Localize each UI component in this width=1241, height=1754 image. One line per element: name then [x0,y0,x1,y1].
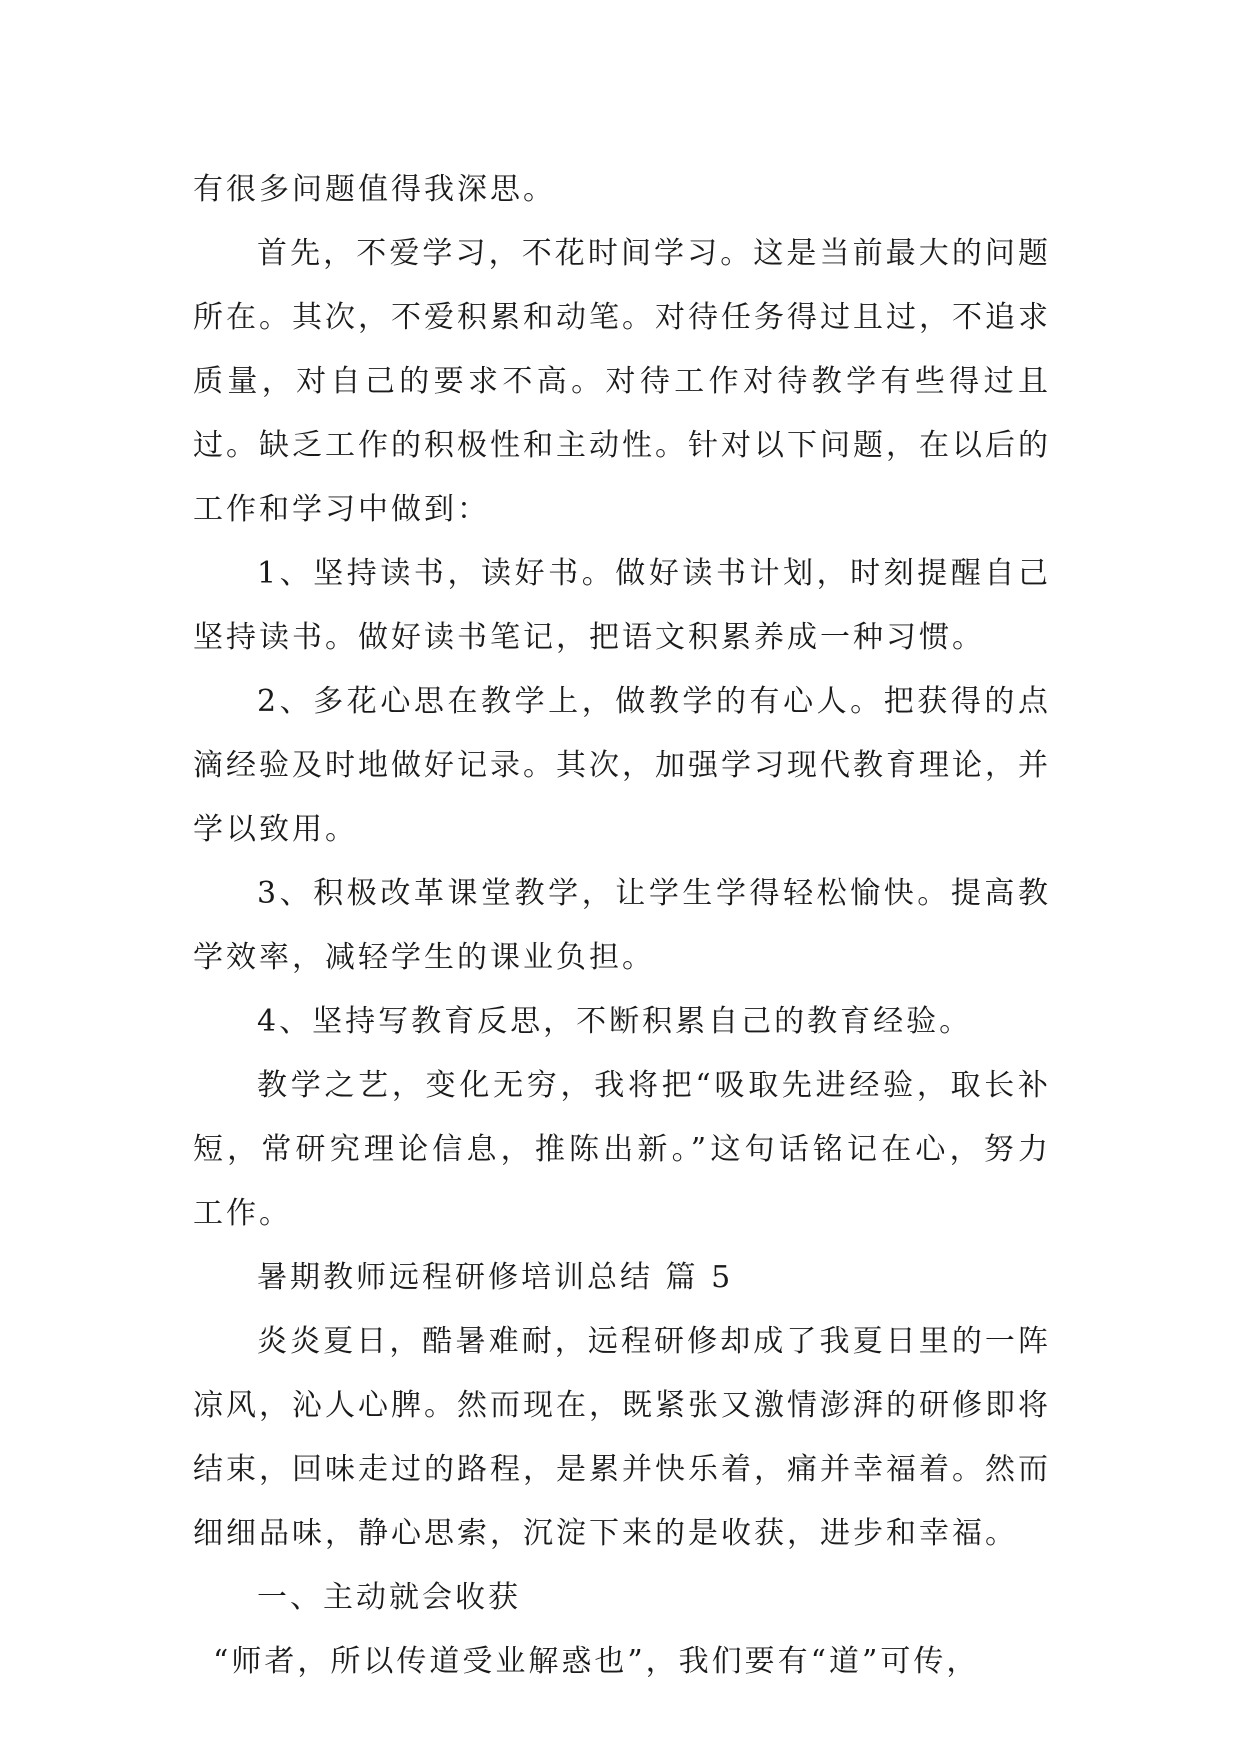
paragraph-problems: 首先，不爱学习，不花时间学习。这是当前最大的问题所在。其次，不爱积累和动笔。对待任务得过且过，不追求质量，对自己的要求不高。对待工作对待教学有些得过且过。缺乏工作的积极性和主动性。针对以下问题，在以后的工作和学习中做到： [193,236,1051,527]
paragraph-quote: “师者，所以传道受业解惑也”，我们要有“道”可传， [213,1644,980,1679]
list-item-3: 3、积极改革课堂教学，让学生学得轻松愉快。提高教学效率，减轻学生的课业负担。 [193,876,1051,975]
paragraph-intro: 炎炎夏日，酷暑难耐，远程研修却成了我夏日里的一阵凉风，沁人心脾。然而现在，既紧张又激情澎湃的研修即将结束，回味走过的路程，是累并快乐着，痛并幸福着。然而细细品味，静心思索，沉淀下来的是收获，进步和幸福。 [193,1324,1051,1551]
paragraph-conclusion: 教学之艺，变化无穷，我将把“吸取先进经验，取长补短，常研究理论信息，推陈出新。”这句话铭记在心，努力工作。 [193,1068,1051,1231]
subsection-heading: 一、主动就会收获 [257,1580,521,1615]
list-item-4: 4、坚持写教育反思，不断积累自己的教育经验。 [257,1004,973,1039]
list-item-1: 1、坚持读书，读好书。做好读书计划，时刻提醒自己坚持读书。做好读书笔记，把语文积累养成一种习惯。 [193,556,1051,655]
list-item-2: 2、多花心思在教学上，做教学的有心人。把获得的点滴经验及时地做好记录。其次，加强学习现代教育理论，并学以致用。 [193,684,1051,847]
paragraph-continuation: 有很多问题值得我深思。 [193,172,556,207]
section-title: 暑期教师远程研修培训总结 篇 5 [257,1260,734,1295]
document-body [193,158,1051,1694]
